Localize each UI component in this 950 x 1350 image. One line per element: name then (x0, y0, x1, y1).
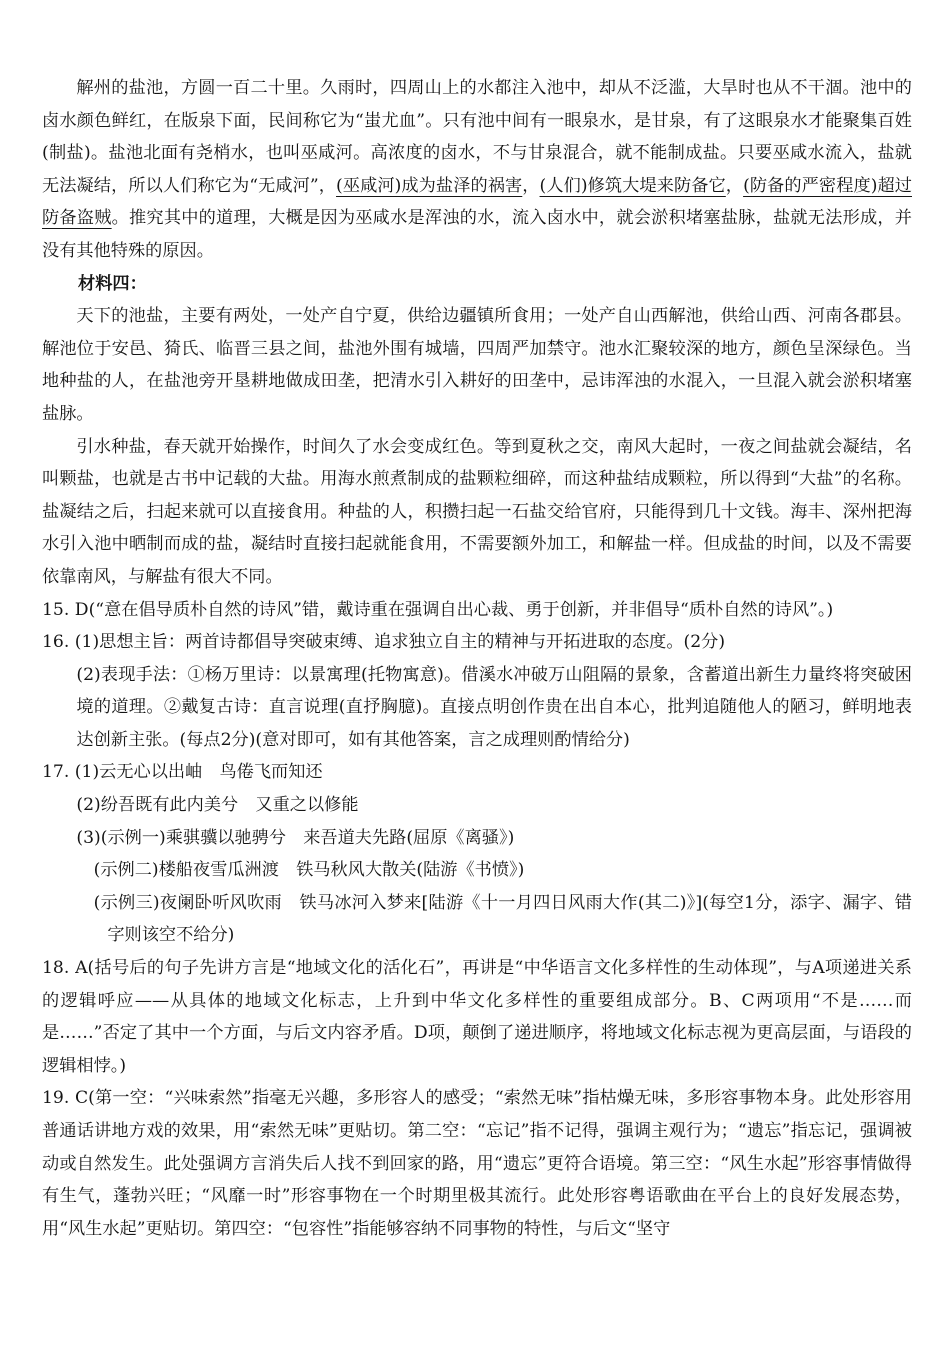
material-four-paragraph: 天下的池盐，主要有两处，一处产自宁夏，供给边疆镇所食用；一处产自山西解池，供给山西、河南各郡县。解池位于安邑、猗氏、临晋三县之间，盐池外围有城墙，四周严加禁守。池水汇聚较深的地方，颜色呈深绿色。当地种盐的人，在盐池旁开垦耕地做成田垄，把清水引入耕好的田垄中，忌讳浑浊的水混入，一旦混入就会淤积堵塞盐脉。 (42, 306, 912, 424)
answer-16-part2: (2)表现手法：①杨万里诗：以景寓理(托物寓意)。借溪水冲破万山阻隔的景象，含蓄道出新生力量终将突破困境的道理。②戴复古诗：直言说理(直抒胸臆)。直接点明创作贵在出自本心，批判追随他人的陋习，鲜明地表达创新主张。(每点2分)(意对即可，如有其他答案，言之成理则酌情给分) (76, 664, 912, 750)
answer-19: 19. C(第一空：“兴味索然”指毫无兴趣，多形容人的感受；“索然无味”指枯燥无味，多形容事物本身。此处形容用普通话讲地方戏的效果，用“索然无味”更贴切。第二空：“忘记”指不记得，强调主观行为；“遗忘”指忘记，强调被动或自然发生。此处强调方言消失后人找不到回家的路，用“遗忘”更符合语境。第三空：“风生水起”形容事情做得有生气，蓬勃兴旺；“风靡一时”形容事物在一个时期里极其流行。此处形容粤语歌曲在平台上的良好发展态势，用“风生水起”更贴切。第四空：“包容性”指能够容纳不同事物的特性，与后文“坚守 (42, 1088, 912, 1239)
answer-17-part1: 17. (1)云无心以出岫 鸟倦飞而知还 (42, 762, 323, 783)
answer-16-part1: 16. (1)思想主旨：两首诗都倡导突破束缚、追求独立自主的精神与开拓进取的态度。(2分) (42, 632, 726, 653)
answer-18: 18. A(括号后的句子先讲方言是“地域文化的活化石”，再讲是“中华语言文化多样性的生动体现”，与A项递进关系的逻辑呼应——从具体的地域文化标志，上升到中华文化多样性的重要组成部分。B、C两项用“不是……而是……”否定了其中一个方面，与后文内容矛盾。D项，颠倒了递进顺序，将地域文化标志视为更高层面，与语段的逻辑相悖。) (42, 958, 912, 1076)
material-four-heading: 材料四： (78, 273, 147, 294)
underlined-phrase: (巫咸河)成为盐泽的祸害 (336, 175, 523, 196)
underlined-phrase: (防备的严密程度)超过防备盗贼 (42, 175, 912, 229)
answer-17-part2: (2)纷吾既有此内美兮 又重之以修能 (76, 795, 359, 816)
translation-text: 解州的盐池，方圆一百二十里。久雨时，四周山上的水都注入池中，却从不泛滥，大旱时也从不干涸。池中的卤水颜色鲜红，在版泉下面，民间称它为“蚩尤血”。只有池中间有一眼泉水，是甘泉，有了这眼泉水才能聚集百姓(制盐)。盐池北面有尧梢水，也叫巫咸河。高浓度的卤水，不与甘泉混合，就不能制成盐。只要巫咸水流入，盐就无法凝结，所以人们称它为“无咸河”， (42, 78, 912, 196)
punctuation: ， (725, 175, 744, 196)
document-page (42, 72, 912, 1245)
punctuation: ， (522, 175, 540, 196)
translation-text: 。推究其中的道理，大概是因为巫咸水是浑浊的水，流入卤水中，就会淤积堵塞盐脉，盐就无法形成，并没有其他特殊的原因。 (42, 208, 912, 261)
answer-17-example3: (示例三)夜阑卧听风吹雨 铁马冰河入梦来[陆游《十一月四日风雨大作(其二)》](每空1分，添字、漏字、错字则该空不给分) (93, 892, 912, 946)
answer-17-part3: (3)(示例一)乘骐骥以驰骋兮 来吾道夫先路(屈原《离骚》) (76, 827, 515, 848)
underlined-phrase: (人们)修筑大堤来防备它 (539, 175, 726, 196)
answer-17-example2: (示例二)楼船夜雪瓜洲渡 铁马秋风大散关(陆游《书愤》) (93, 860, 525, 881)
material-four-paragraph: 引水种盐，春天就开始操作，时间久了水会变成红色。等到夏秋之交，南风大起时，一夜之间盐就会凝结，名叫颗盐，也就是古书中记载的大盐。用海水煎煮制成的盐颗粒细碎，而这种盐结成颗粒，所以得到“大盐”的名称。盐凝结之后，扫起来就可以直接食用。种盐的人，积攒扫起一石盐交给官府，只能得到几十文钱。海丰、深州把海水引入池中晒制而成的盐，凝结时直接扫起就能食用，不需要额外加工，和解盐一样。但成盐的时间，以及不需要依靠南风，与解盐有很大不同。 (42, 436, 912, 587)
answer-15: 15. D(“意在倡导质朴自然的诗风”错，戴诗重在强调自出心裁、勇于创新，并非倡导“质朴自然的诗风”。) (42, 599, 834, 620)
translation-paragraph (42, 72, 912, 268)
